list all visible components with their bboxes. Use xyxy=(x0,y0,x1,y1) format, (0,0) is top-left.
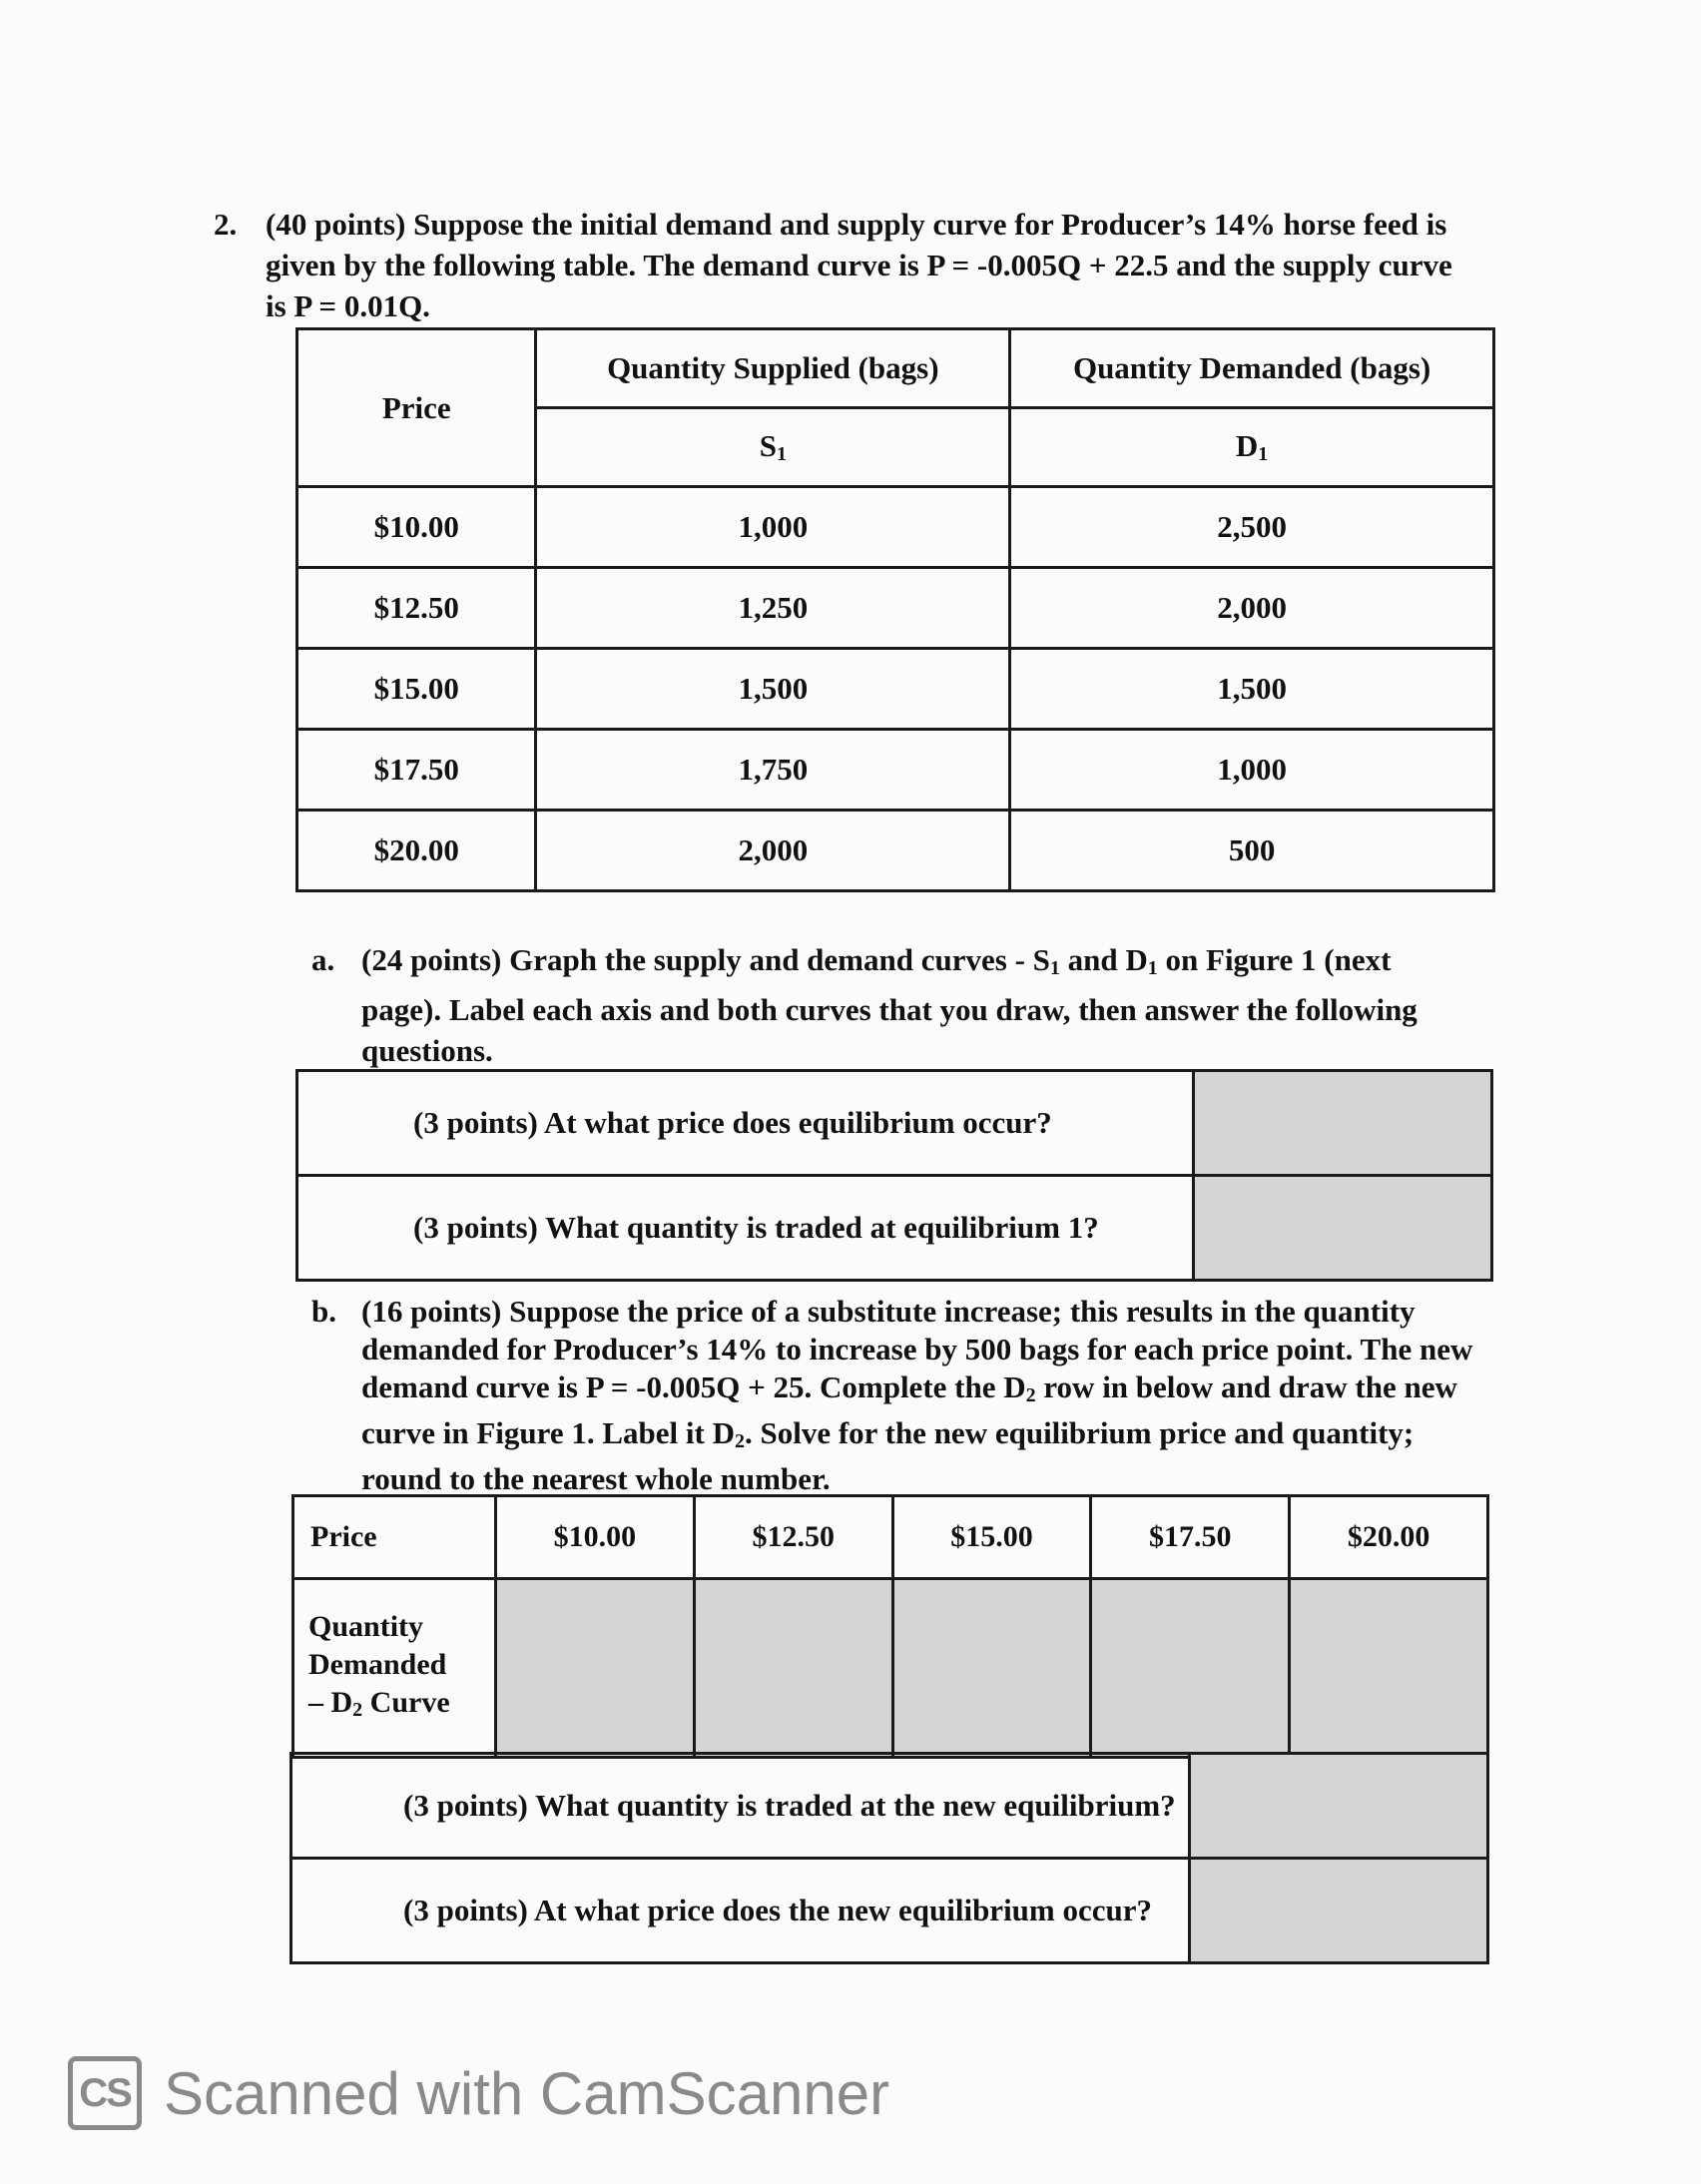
new-equilibrium-quantity-question: (3 points) What quantity is traded at the new equilibrium? xyxy=(291,1754,1190,1859)
part-a-label: a. xyxy=(311,942,335,977)
part-b-line-3: demand curve is P = -0.005Q + 25. Complete the $D_2$ row in below and draw the new xyxy=(361,1369,1457,1406)
table-row xyxy=(297,487,1494,568)
question-line-3: is P = 0.01Q. xyxy=(266,288,430,323)
price-cell: $20.00 xyxy=(297,811,536,891)
d2-answer-box[interactable] xyxy=(496,1579,695,1758)
part-a-line-3: questions. xyxy=(361,1033,493,1068)
supplied-cell: 1,000 xyxy=(536,487,1010,568)
d2-answer-box[interactable] xyxy=(1290,1579,1488,1758)
supplied-cell: 1,250 xyxy=(536,568,1010,649)
d2-answer-box[interactable] xyxy=(694,1579,892,1758)
demanded-cell: 1,500 xyxy=(1010,649,1494,730)
d2-price-cell: $17.50 xyxy=(1091,1496,1290,1579)
d2-table xyxy=(291,1494,1489,1759)
table-row xyxy=(297,811,1494,891)
supplied-cell: 1,750 xyxy=(536,730,1010,811)
camscanner-watermark xyxy=(68,2056,889,2130)
part-a-text xyxy=(311,939,1509,1071)
new-equilibrium-price-answer-box[interactable] xyxy=(1190,1859,1488,1963)
demanded-cell: 1,000 xyxy=(1010,730,1494,811)
part-a-line-2: page). Label each axis and both curves that you draw, then answer the following xyxy=(361,992,1418,1027)
question-2-text xyxy=(214,204,1475,326)
supply-demand-table xyxy=(295,327,1495,892)
demanded-cell: 2,000 xyxy=(1010,568,1494,649)
question-line-2: given by the following table. The demand curve is P = -0.005Q + 22.5 and the supply curve xyxy=(266,248,1452,282)
part-b-text xyxy=(311,1293,1509,1498)
demanded-header: Quantity Demanded (bags) xyxy=(1010,329,1494,408)
d2-answer-box[interactable] xyxy=(1091,1579,1290,1758)
s1-label: $S_1$ xyxy=(536,408,1010,487)
part-b-line-1: (16 points) Suppose the price of a substitute increase; this results in the quantity xyxy=(361,1294,1416,1329)
new-equilibrium-price-question: (3 points) At what price does the new equilibrium occur? xyxy=(291,1859,1190,1963)
demanded-cell: 500 xyxy=(1010,811,1494,891)
part-b-label: b. xyxy=(311,1294,336,1329)
table-row xyxy=(297,568,1494,649)
question-line-1: (40 points) Suppose the initial demand and supply curve for Producer’s 14% horse feed is xyxy=(266,207,1447,242)
price-cell: $15.00 xyxy=(297,649,536,730)
equilibrium-price-question: (3 points) At what price does equilibrium occur? xyxy=(297,1071,1194,1176)
part-b-line-2: demanded for Producer’s 14% to increase by 500 bags for each price point. The new xyxy=(361,1332,1473,1366)
watermark-text: Scanned with CamScanner xyxy=(164,2059,890,2127)
part-b-answer-table xyxy=(289,1752,1489,1964)
supplied-cell: 2,000 xyxy=(536,811,1010,891)
d2-quantity-label: Quantity Demanded – $D_2$ Curve xyxy=(293,1579,496,1758)
equilibrium-quantity-answer-box[interactable] xyxy=(1194,1176,1492,1281)
part-a-line-1: (24 points) Graph the supply and demand curves - $S_1$ and $D_1$ on Figure 1 (next xyxy=(361,942,1392,979)
d2-answer-box[interactable] xyxy=(892,1579,1091,1758)
d2-price-cell: $15.00 xyxy=(892,1496,1091,1579)
price-cell: $17.50 xyxy=(297,730,536,811)
supplied-cell: 1,500 xyxy=(536,649,1010,730)
price-cell: $10.00 xyxy=(297,487,536,568)
new-equilibrium-quantity-answer-box[interactable] xyxy=(1190,1754,1488,1859)
part-b-line-4: curve in Figure 1. Label it $D_2$. Solve for the new equilibrium price and quantity; xyxy=(361,1415,1415,1452)
camscanner-logo-icon: CS xyxy=(68,2056,142,2130)
d1-label: $D_1$ xyxy=(1010,408,1494,487)
d2-price-cell: $12.50 xyxy=(694,1496,892,1579)
d2-price-cell: $10.00 xyxy=(496,1496,695,1579)
supplied-header: Quantity Supplied (bags) xyxy=(536,329,1010,408)
equilibrium-price-answer-box[interactable] xyxy=(1194,1071,1492,1176)
table-row xyxy=(297,730,1494,811)
demanded-cell: 2,500 xyxy=(1010,487,1494,568)
part-b-line-5: round to the nearest whole number. xyxy=(361,1461,831,1496)
price-header: Price xyxy=(297,329,536,487)
d2-price-cell: $20.00 xyxy=(1290,1496,1488,1579)
price-cell: $12.50 xyxy=(297,568,536,649)
equilibrium-quantity-question: (3 points) What quantity is traded at equilibrium 1? xyxy=(297,1176,1194,1281)
table-row xyxy=(297,649,1494,730)
d2-price-label: Price xyxy=(293,1496,496,1579)
question-number: 2. xyxy=(214,207,238,242)
part-a-answer-table xyxy=(295,1069,1493,1282)
